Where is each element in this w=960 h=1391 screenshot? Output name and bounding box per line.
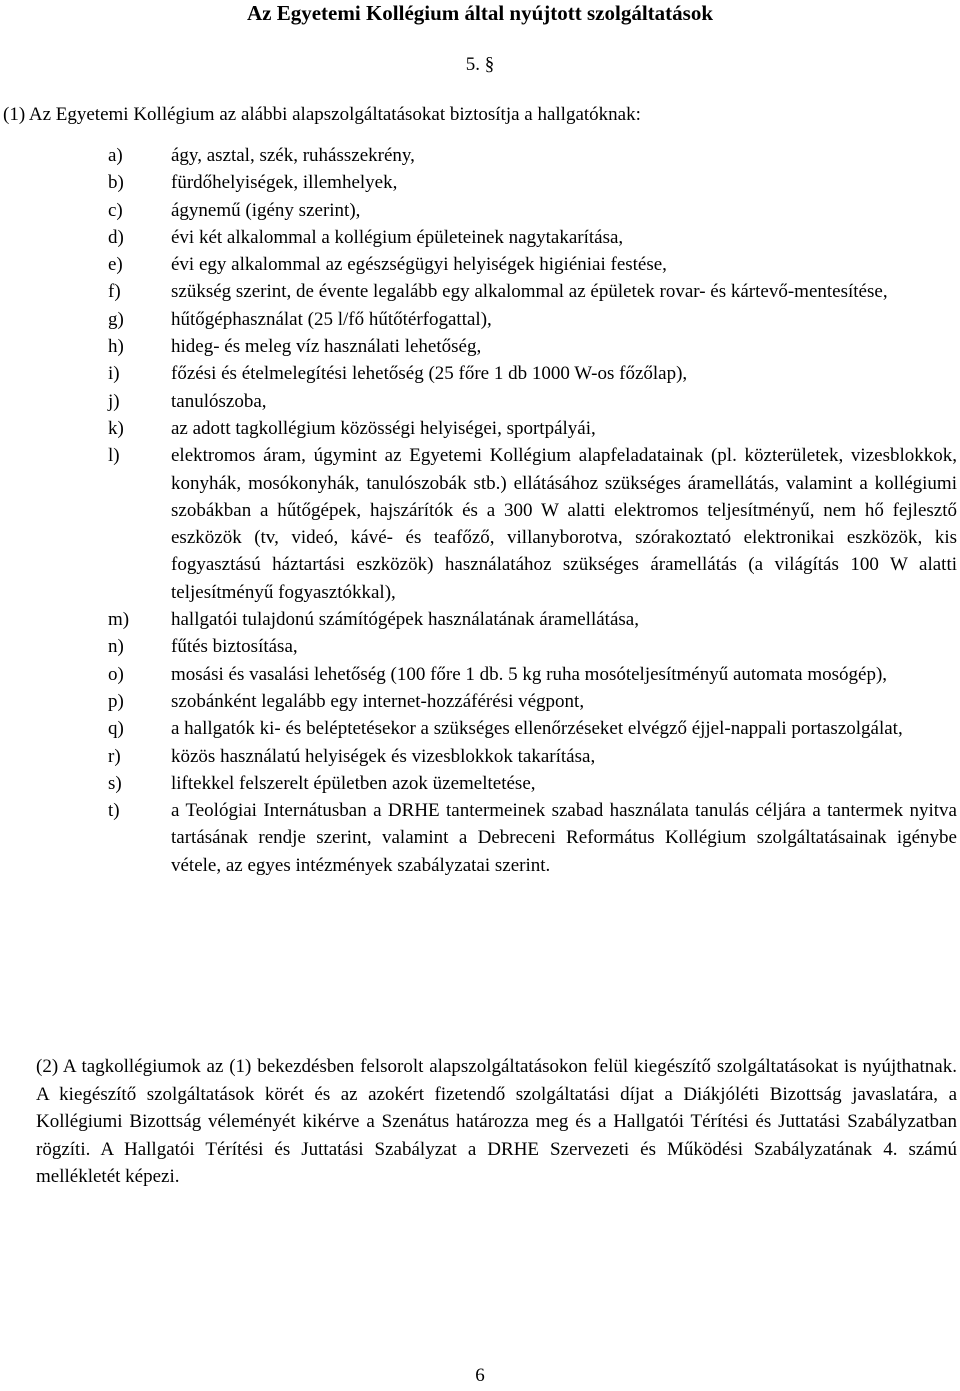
list-item-text: a Teológiai Internátusban a DRHE tantermeinek szabad használata tanulás céljára a tantermek nyitva tartásának rendje szerint, valamint a Debreceni Református Kollégium szolgáltatásainak igénybe vétele, az egyes intézmények szabályzatai szerint.: [171, 800, 957, 876]
list-item: [0, 770, 960, 797]
list-item-text: ágy, asztal, szék, ruhásszekrény,: [171, 145, 415, 166]
list-item-marker: f): [108, 281, 121, 303]
list-item-marker: i): [108, 363, 120, 385]
list-item: [0, 278, 960, 305]
list-item-text: fűtés biztosítása,: [171, 636, 298, 658]
list-item: [0, 333, 960, 360]
list-item-marker: h): [108, 336, 124, 358]
list-item-marker: a): [108, 145, 123, 166]
list-item-marker: n): [108, 636, 124, 658]
list-item-marker: c): [108, 199, 123, 221]
list-item-text: évi egy alkalommal az egészségügyi helyiségek higiéniai festése,: [171, 254, 667, 276]
list-item-text: évi két alkalommal a kollégium épületeinek nagytakarítása,: [171, 226, 624, 248]
list-item: [0, 388, 960, 415]
list-item-marker: l): [108, 445, 120, 467]
list-item: [0, 415, 960, 442]
services-list: [0, 142, 960, 879]
list-item-marker: o): [108, 663, 124, 685]
list-item-marker: q): [108, 718, 124, 740]
list-item-marker: t): [108, 800, 120, 822]
list-item: [0, 797, 960, 879]
list-item: [0, 743, 960, 770]
list-item-marker: k): [108, 417, 124, 439]
list-item: [0, 715, 960, 742]
list-item-text: tanulószoba,: [171, 390, 267, 412]
list-item-text: szükség szerint, de évente legalább egy alkalommal az épületek rovar- és kártevő-mentesítése,: [171, 281, 888, 303]
list-item: [0, 169, 960, 196]
list-item-text: hideg- és meleg víz használati lehetőség,: [171, 336, 482, 358]
list-item-text: az adott tagkollégium közösségi helyiségei, sportpályái,: [171, 417, 596, 439]
list-item-text: hűtőgéphasználat (25 l/fő hűtőtérfogattal),: [171, 308, 492, 330]
list-item: [0, 661, 960, 688]
list-item-text: fürdőhelyiségek, illemhelyek,: [171, 172, 398, 194]
list-item: [0, 606, 960, 633]
list-item: [0, 142, 960, 169]
list-item: [0, 197, 960, 224]
list-item-text: a hallgatók ki- és beléptetésekor a szükséges ellenőrzéseket elvégző éjjel-nappali portaszolgálat,: [171, 718, 903, 740]
document-title: Az Egyetemi Kollégium által nyújtott szolgáltatások: [246, 1, 714, 25]
list-item-text: szobánként legalább egy internet-hozzáférési végpont,: [171, 690, 585, 712]
list-item: [0, 306, 960, 333]
list-item-marker: r): [108, 745, 121, 767]
list-item-marker: s): [108, 772, 122, 794]
list-item-marker: p): [108, 690, 124, 712]
list-item-text: liftekkel felszerelt épületben azok üzemeltetése,: [171, 772, 536, 794]
intro-paragraph: (1) Az Egyetemi Kollégium az alábbi alapszolgáltatásokat biztosítja a hallgatóknak:: [3, 104, 641, 125]
page-number: 6: [475, 1365, 485, 1386]
list-item: [0, 633, 960, 660]
list-item: [0, 224, 960, 251]
list-item-text: hallgatói tulajdonú számítógépek használatának áramellátása,: [171, 609, 639, 631]
list-item-text: főzési és ételmelegítési lehetőség (25 főre 1 db 1000 W-os főzőlap),: [171, 363, 688, 385]
paragraph-2: (2) A tagkollégiumok az (1) bekezdésben felsorolt alapszolgáltatásokon felül kiegészítő szolgáltatásokat is nyújthatnak. A kiegészítő szolgáltatások körét és az azokért fizetendő szolgáltatási díjat a Diákjóléti Bizottság javaslatára, a Kollégiumi Bizottság véleményét kikérve a Szenátus határozza meg és a Hallgatói Térítési és Juttatási Szabályzatban rögzíti. A Hallgatói Térítési és Juttatási Szabályzat a DRHE Szervezeti és Működési Szabályzatának 4. számú mellékletét képezi.: [36, 1056, 957, 1188]
list-item-marker: e): [108, 254, 123, 276]
list-item: [0, 442, 960, 606]
list-item-marker: d): [108, 226, 124, 248]
list-item-marker: j): [108, 390, 120, 412]
list-item: [0, 360, 960, 387]
list-item-text: elektromos áram, úgymint az Egyetemi Kollégium alapfeladatainak (pl. közterületek, vizesblokkok, konyhák, mosókonyhák, tanulószobák stb.) ellátásához szükséges áramellátás, valamint a kollégiumi szobákban a hűtőgépek, hajszárítók és a 300 W alatti elektromos teljesítményű, nem hő fejlesztő eszközök (tv, videó, kávé- és teafőző, villanyborotva, szórakoztató elektronikai eszközök, kis fogyasztású háztartási eszközök) használatához szükséges áramellátás (a világítás 100 W alatti teljesítményű fogyasztókkal),: [171, 445, 957, 603]
list-item: [0, 251, 960, 278]
section-number: 5. §: [465, 54, 495, 75]
list-item: [0, 688, 960, 715]
list-item-text: mosási és vasalási lehetőség (100 főre 1 db. 5 kg ruha mosóteljesítményű automata mosógép),: [171, 663, 888, 685]
list-item-marker: g): [108, 308, 124, 330]
list-item-marker: m): [108, 609, 130, 631]
list-item-text: közös használatú helyiségek és vizesblokkok takarítása,: [171, 745, 596, 767]
list-item-marker: b): [108, 172, 124, 194]
list-item-text: ágynemű (igény szerint),: [171, 199, 361, 221]
